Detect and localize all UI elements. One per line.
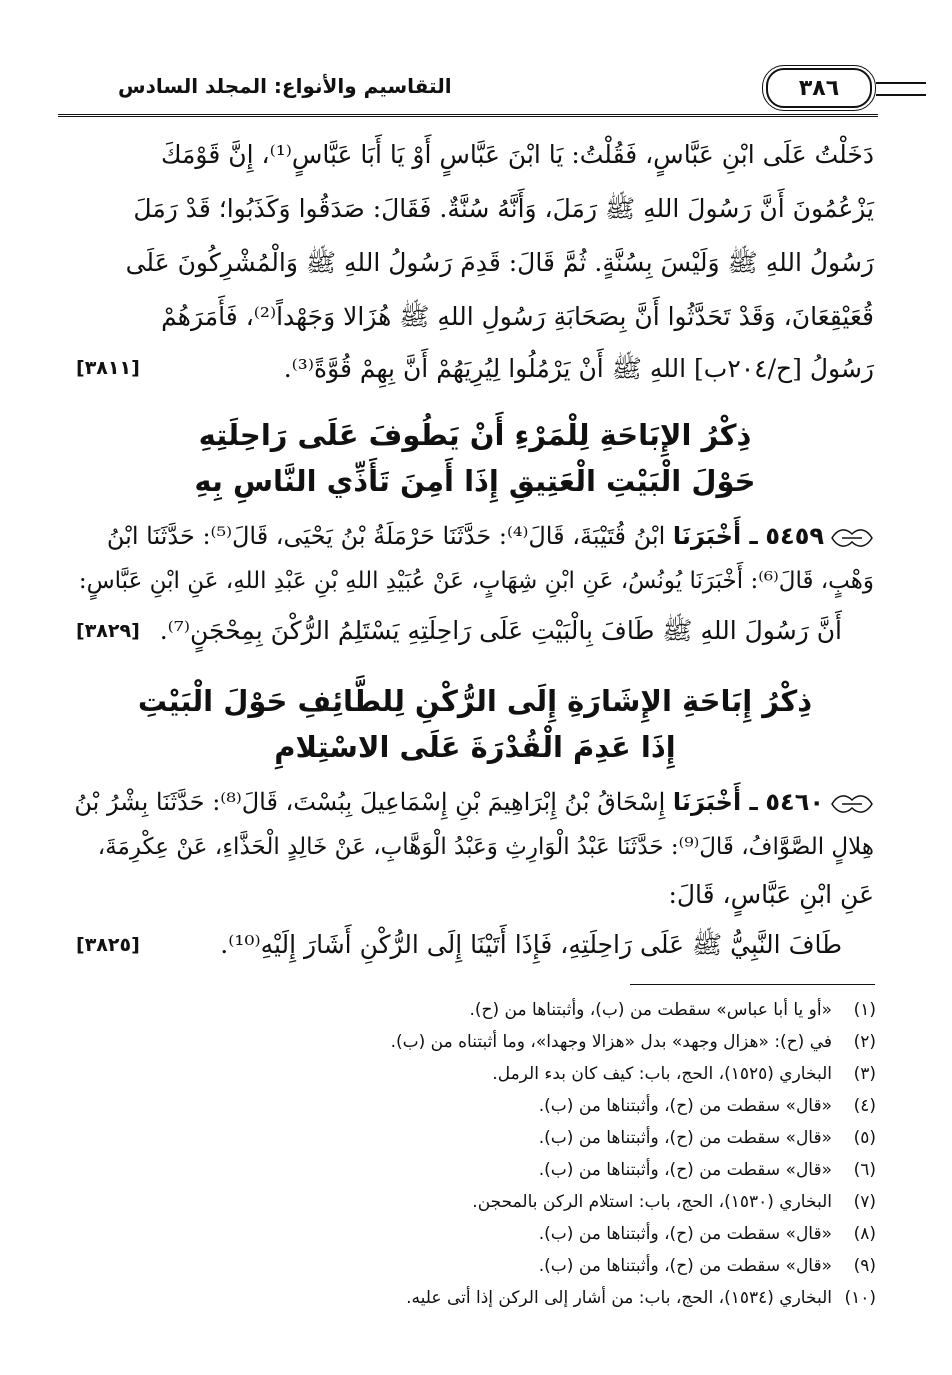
body-line: رَسُولُ [ح/٢٠٤ب] اللهِ ﷺ أَنْ يَرْمُلُوا لِيُرِيَهُمْ أَنَّ بِهِمْ قُوَّةً⁽³⁾.: [283, 354, 874, 383]
hadith-5459-line: [107, 522, 874, 550]
matn-text: طَافَ النَّبِيُّ ﷺ عَلَى رَاحِلَتِهِ، فَإِذَا أَتَيْنَا إِلَى الرُّكْنِ أَشَارَ إِلَيْهِ⁽¹⁰⁾.: [220, 930, 842, 959]
body-line: وَهْبٍ، قَالَ⁽⁶⁾: أَخْبَرَنَا يُونُسُ، عَنِ ابْنِ شِهَابٍ، عَنْ عُبَيْدِ اللهِ بْنِ عَبْدِ اللهِ، عَنِ ابْنِ عَبَّاسٍ:: [78, 568, 874, 594]
hadith-ornament-icon: [830, 792, 874, 816]
hadith-number: ٥٤٥٩: [765, 522, 824, 550]
body-line: قُعَيْقِعَانَ، وَقَدْ تَحَدَّثُوا أَنَّ بِصَحَابَةِ رَسُولِ اللهِ ﷺ هُزَالا وَجَهْداً⁽²⁾، فَأَمَرَهُمْ: [161, 302, 874, 331]
footnote: (٢)في (ح): «هزال وجهد» بدل «هزالا وجهدا»، وما أثبتناه من (ب).: [390, 1032, 876, 1052]
header-rule: [58, 114, 878, 117]
footnote-separator: [630, 984, 875, 985]
isnad-text: إِسْحَاقُ بْنُ إِبْرَاهِيمَ بْنِ إِسْمَاعِيلَ بِبُسْتَ، قَالَ⁽⁸⁾: حَدَّثَنَا بِشْرُ بْنُ: [74, 788, 666, 816]
footnote: (٩)«قال» سقطت من (ح)، وأثبتناها من (ب).: [538, 1256, 876, 1276]
footnote: (٧)البخاري (١٥٣٠)، الحج، باب: استلام الركن بالمحجن.: [472, 1192, 876, 1212]
isnad-text: ابْنُ قُتَيْبَةَ، قَالَ⁽⁴⁾: حَدَّثَنَا حَرْمَلَةُ بْنُ يَحْيَى، قَالَ⁽⁵⁾: حَدَّثَنَا ابْنُ: [106, 522, 666, 550]
hadith-intro: ـ أَخْبَرَنَا: [672, 522, 758, 550]
body-line: يَزْعُمُونَ أَنَّ رَسُولَ اللهِ ﷺ رَمَلَ، وَأَنَّهُ سُنَّةٌ. فَقَالَ: صَدَقُوا وَكَذَبُوا؛ قَدْ رَمَلَ: [133, 194, 874, 223]
footnote: (٦)«قال» سقطت من (ح)، وأثبتناها من (ب).: [538, 1160, 876, 1180]
hadith-reference: [٣٨٢٩]: [76, 620, 140, 642]
body-line: عَنِ ابْنِ عَبَّاسٍ، قَالَ:: [668, 880, 874, 909]
footnote: (١٠)البخاري (١٥٣٤)، الحج، باب: من أشار إلى الركن إذا أتى عليه.: [406, 1288, 876, 1308]
footnote: (٥)«قال» سقطت من (ح)، وأثبتناها من (ب).: [538, 1128, 876, 1148]
hadith-intro: ـ أَخْبَرَنَا: [672, 788, 758, 816]
running-title: التقاسيم والأنواع: المجلد السادس: [118, 74, 452, 98]
hadith-5460-line: [74, 788, 874, 816]
page-number: ٣٨٦: [766, 68, 872, 108]
footnote: (٣)البخاري (١٥٢٥)، الحج، باب: كيف كان بدء الرمل.: [492, 1064, 876, 1084]
footnote: (٤)«قال» سقطت من (ح)، وأثبتناها من (ب).: [538, 1096, 876, 1116]
chapter-heading: حَوْلَ الْبَيْتِ الْعَتِيقِ إِذَا أَمِنَ تَأَذِّي النَّاسِ بِهِ: [194, 464, 756, 498]
chapter-heading: ذِكْرُ الإِبَاحَةِ لِلْمَرْءِ أَنْ يَطُوفَ عَلَى رَاحِلَتِهِ: [198, 418, 752, 452]
hadith-reference: [٣٨١١]: [76, 357, 140, 379]
hadith-reference: [٣٨٢٥]: [76, 934, 140, 956]
body-line: هِلالٍ الصَّوَّافُ، قَالَ⁽⁹⁾: حَدَّثَنَا عَبْدُ الْوَارِثِ وَعَبْدُ الْوَهَّابِ، عَنْ خَالِدٍ الْحَذَّاءِ، عَنْ عِكْرِمَةَ،: [97, 834, 874, 860]
matn-text: أَنَّ رَسُولَ اللهِ ﷺ طَافَ بِالْبَيْتِ عَلَى رَاحِلَتِهِ يَسْتَلِمُ الرُّكْنَ بِمِحْجَنٍ⁽⁷⁾.: [159, 616, 842, 645]
body-line: دَخَلْتُ عَلَى ابْنِ عَبَّاسٍ، فَقُلْتُ: يَا ابْنَ عَبَّاسٍ أَوْ يَا أَبَا عَبَّاسٍ⁽¹⁾، إِنَّ قَوْمَكَ: [160, 140, 874, 169]
chapter-heading: ذِكْرُ إِبَاحَةِ الإِشَارَةِ إِلَى الرُّكْنِ لِلطَّائِفِ حَوْلَ الْبَيْتِ: [137, 684, 813, 718]
footnote: (٨)«قال» سقطت من (ح)، وأثبتناها من (ب).: [538, 1224, 876, 1244]
chapter-heading: إِذَا عَدِمَ الْقُدْرَةَ عَلَى الاسْتِلامِ: [274, 730, 676, 764]
header-ornament-lines: [876, 82, 926, 96]
footnote: (١)«أو يا أبا عباس» سقطت من (ب)، وأثبتناها من (ح).: [469, 1000, 876, 1020]
hadith-ornament-icon: [830, 526, 874, 550]
body-line: رَسُولُ اللهِ ﷺ وَلَيْسَ بِسُنَّةٍ. ثُمَّ قَالَ: قَدِمَ رَسُولُ اللهِ ﷺ وَالْمُشْرِكُونَ عَلَى: [125, 248, 874, 277]
page-header: [58, 68, 878, 124]
hadith-number: ٥٤٦٠: [765, 788, 824, 816]
